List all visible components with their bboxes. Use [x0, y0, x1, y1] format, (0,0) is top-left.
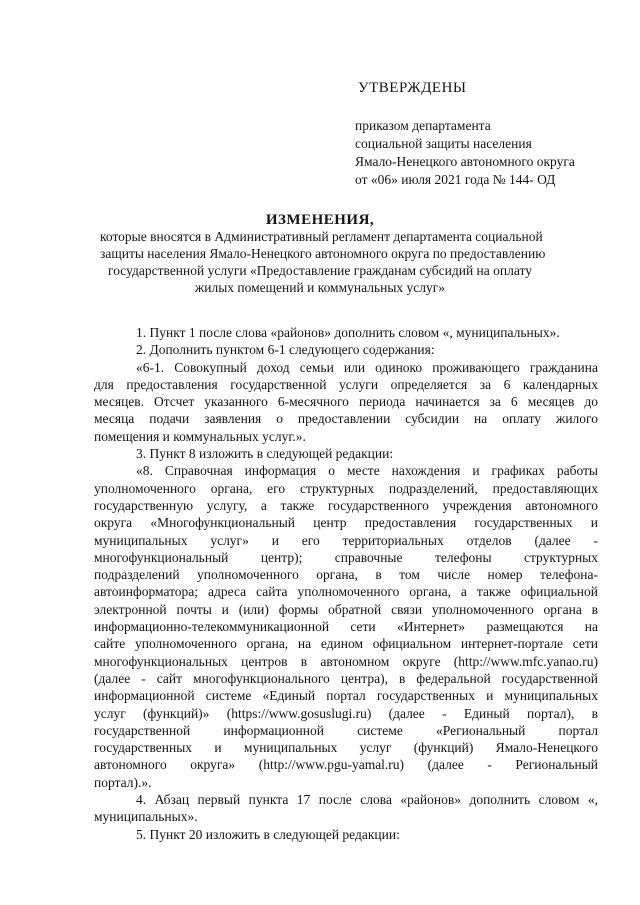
paragraph-line: государственной информационной системе «Региональный портал — [94, 722, 598, 738]
paragraph — [94, 445, 598, 462]
paragraph-line: «8. Справочная информация о месте нахождения и графиках работы — [136, 463, 598, 479]
paragraph-line: муниципальных услуг» и его территориальных отделов (далее - — [94, 532, 598, 548]
approval-line: Ямало-Ненецкого автономного округа — [355, 154, 575, 169]
paragraph-line: муниципальных». — [94, 809, 198, 825]
approval-line: от «06» июля 2021 года № 144- ОД — [355, 172, 556, 187]
subtitle-line: жилых помещений и коммунальных услуг» — [194, 280, 446, 295]
paragraph-line: 4. Абзац первый пункта 17 после слова «районов» дополнить словом «, — [136, 792, 598, 808]
paragraph — [94, 359, 598, 445]
paragraph-line: информационной системе «Единый портал государственных и муниципальных — [94, 688, 598, 704]
paragraph-line: 5. Пункт 20 изложить в следующей редакции: — [136, 826, 400, 842]
paragraph-line: месяца подачи заявления о предоставлении субсидии на оплату жилого — [94, 411, 598, 427]
paragraph-line: для предоставления государственной услуги определяется за 6 календарных — [94, 376, 598, 392]
document-title: ИЗМЕНЕНИЯ, — [265, 212, 375, 228]
paragraph-line: уполномоченного органа, его структурных подразделений, предоставляющих — [94, 480, 598, 496]
document-body — [94, 324, 598, 843]
paragraph-line: услуг (функций)» (https://www.gosuslugi.ru) (далее - Единый портал), в — [94, 705, 598, 721]
paragraph-line: сайте уполномоченного органа, на едином официальном интернет-портале сети — [94, 636, 598, 652]
paragraph-line: автономного округа» (http://www.pgu-yamal.ru) (далее - Региональный — [94, 757, 598, 773]
paragraph — [94, 826, 598, 843]
approval-line: социальной защиты населения — [355, 136, 532, 151]
approval-line: приказом департамента — [355, 118, 491, 133]
paragraph — [94, 791, 598, 826]
approval-block — [355, 80, 635, 189]
paragraph-line: автоинформатора; адреса сайта уполномоченного органа, а также официальной — [94, 584, 598, 600]
paragraph — [94, 324, 598, 341]
paragraph — [94, 462, 598, 791]
paragraph-line: государственных и муниципальных услуг (функций) Ямало-Ненецкого — [94, 740, 598, 756]
paragraph-line: (далее - сайт многофункционального центра), в федеральной государственной — [94, 670, 598, 686]
paragraph-line: электронной почты и (или) формы обратной связи уполномоченного органа в — [94, 601, 598, 617]
paragraph-line: 1. Пункт 1 после слова «районов» дополнить словом «, муниципальных». — [136, 325, 560, 340]
paragraph-line: месяцев. Отсчет указанного 6-месячного периода начинается за 6 месяцев до — [94, 394, 598, 410]
subtitle-line: государственной услуги «Предоставление гражданам субсидий на оплату — [108, 263, 532, 278]
paragraph-line: государственную услугу, а также государственного учреждения автономного — [94, 497, 598, 513]
paragraph-line: подразделений уполномоченного органа, в том числе номер телефона- — [94, 567, 598, 583]
paragraph-line: многофункциональных центров в автономном округе (http://www.mfc.yanao.ru) — [94, 653, 598, 669]
paragraph-line: 3. Пункт 8 изложить в следующей редакции: — [136, 446, 394, 462]
document-subtitle — [100, 228, 546, 296]
paragraph-line: помещения и коммунальных услуг.». — [94, 428, 306, 444]
paragraph-line: «6-1. Совокупный доход семьи или одиноко проживающего гражданина — [136, 359, 598, 375]
paragraph-line: информационно-телекоммуникационной сети «Интернет» размещаются на — [94, 619, 598, 635]
paragraph-line: 2. Дополнить пунктом 6-1 следующего содержания: — [136, 342, 435, 358]
paragraph — [94, 341, 598, 358]
subtitle-line: защиты населения Ямало-Ненецкого автономного округа по предоставлению — [100, 246, 546, 261]
subtitle-line: которые вносятся в Административный регламент департамента социальной — [100, 229, 543, 244]
paragraph-line: портал).». — [94, 774, 152, 790]
approval-title: УТВЕРЖДЕНЫ — [358, 80, 467, 96]
paragraph-line: многофункциональный центр); справочные телефоны структурных — [94, 549, 598, 565]
paragraph-line: округа «Многофункциональный центр предоставления государственных и — [94, 515, 598, 531]
